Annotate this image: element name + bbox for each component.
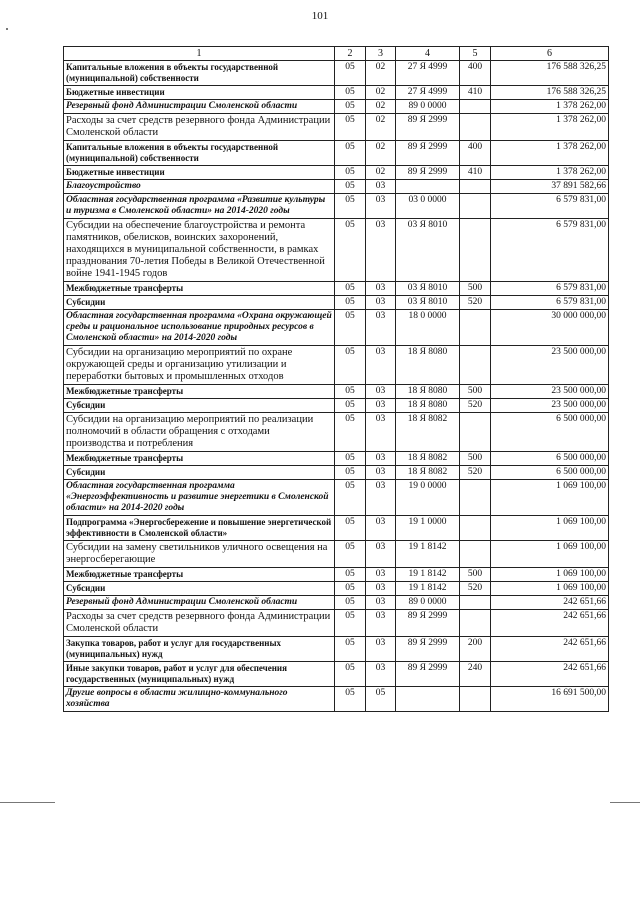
expense-type-code: 500 [460, 385, 491, 399]
budget-item-name: Резервный фонд Администрации Смоленской области [64, 100, 335, 114]
table-row [64, 282, 609, 296]
header-col-5: 5 [460, 47, 491, 61]
target-article-code: 18 Я 8082 [396, 452, 460, 466]
budget-item-name: Межбюджетные трансферты [64, 385, 335, 399]
expense-type-code: 400 [460, 141, 491, 166]
table-row [64, 86, 609, 100]
section-code: 05 [335, 61, 366, 86]
section-code: 05 [335, 596, 366, 610]
amount: 16 691 500,00 [491, 687, 609, 712]
expense-type-code [460, 194, 491, 219]
header-col-6: 6 [491, 47, 609, 61]
table-row [64, 114, 609, 141]
subsection-code: 03 [366, 662, 396, 687]
expense-type-code: 410 [460, 86, 491, 100]
amount: 30 000 000,00 [491, 310, 609, 346]
budget-item-name: Субсидии [64, 582, 335, 596]
section-code: 05 [335, 180, 366, 194]
amount: 1 069 100,00 [491, 568, 609, 582]
target-article-code: 18 Я 8082 [396, 413, 460, 452]
amount: 23 500 000,00 [491, 385, 609, 399]
scan-dot [6, 28, 8, 30]
amount: 6 579 831,00 [491, 296, 609, 310]
section-code: 05 [335, 480, 366, 516]
table-row [64, 166, 609, 180]
section-code: 05 [335, 219, 366, 282]
header-col-1: 1 [64, 47, 335, 61]
subsection-code: 05 [366, 687, 396, 712]
expense-type-code: 520 [460, 399, 491, 413]
subsection-code: 03 [366, 296, 396, 310]
budget-item-name: Резервный фонд Администрации Смоленской области [64, 596, 335, 610]
target-article-code: 19 0 0000 [396, 480, 460, 516]
budget-item-name: Областная государственная программа «Энергоэффективность и развитие энергетики в Смоленской области» на 2014-2020 годы [64, 480, 335, 516]
budget-item-name: Субсидии [64, 296, 335, 310]
target-article-code: 89 Я 2999 [396, 141, 460, 166]
header-col-2: 2 [335, 47, 366, 61]
amount: 242 651,66 [491, 637, 609, 662]
subsection-code: 02 [366, 100, 396, 114]
table-row [64, 637, 609, 662]
table-row [64, 141, 609, 166]
table-row [64, 413, 609, 452]
table-row [64, 480, 609, 516]
budget-item-name: Областная государственная программа «Развитие культуры и туризма в Смоленской области» на 2014-2020 годы [64, 194, 335, 219]
expense-type-code: 500 [460, 452, 491, 466]
subsection-code: 03 [366, 413, 396, 452]
section-code: 05 [335, 541, 366, 568]
expense-type-code: 200 [460, 637, 491, 662]
target-article-code: 89 Я 2999 [396, 662, 460, 687]
budget-item-name: Областная государственная программа «Охрана окружающей среды и рациональное использование природных ресурсов в Смоленской области» на 2014-2020 годы [64, 310, 335, 346]
table-row [64, 100, 609, 114]
table-row [64, 610, 609, 637]
table-row [64, 385, 609, 399]
section-code: 05 [335, 637, 366, 662]
amount: 1 378 262,00 [491, 141, 609, 166]
budget-item-name: Субсидии на обеспечение благоустройства и ремонта памятников, обелисков, воинских захоронений, находящихся в муниципальной собственности, в рамках празднования 70-летия Победы в Великой Отечественной войне 1941-1945 годов [64, 219, 335, 282]
amount: 23 500 000,00 [491, 346, 609, 385]
scan-dash-left [0, 802, 55, 803]
amount: 6 500 000,00 [491, 452, 609, 466]
target-article-code: 89 Я 2999 [396, 610, 460, 637]
subsection-code: 02 [366, 114, 396, 141]
amount: 1 378 262,00 [491, 100, 609, 114]
table-row [64, 662, 609, 687]
amount: 6 500 000,00 [491, 413, 609, 452]
budget-table [63, 46, 609, 712]
section-code: 05 [335, 310, 366, 346]
target-article-code: 18 Я 8082 [396, 466, 460, 480]
section-code: 05 [335, 466, 366, 480]
subsection-code: 03 [366, 346, 396, 385]
amount: 23 500 000,00 [491, 399, 609, 413]
section-code: 05 [335, 346, 366, 385]
expense-type-code: 240 [460, 662, 491, 687]
table-header-row [64, 47, 609, 61]
section-code: 05 [335, 687, 366, 712]
section-code: 05 [335, 282, 366, 296]
section-code: 05 [335, 452, 366, 466]
table-row [64, 452, 609, 466]
budget-item-name: Другие вопросы в области жилищно-коммунального хозяйства [64, 687, 335, 712]
amount: 242 651,66 [491, 662, 609, 687]
budget-item-name: Межбюджетные трансферты [64, 568, 335, 582]
budget-item-name: Межбюджетные трансферты [64, 452, 335, 466]
expense-type-code: 400 [460, 61, 491, 86]
expense-type-code [460, 180, 491, 194]
section-code: 05 [335, 399, 366, 413]
subsection-code: 02 [366, 141, 396, 166]
amount: 1 069 100,00 [491, 516, 609, 541]
subsection-code: 03 [366, 466, 396, 480]
expense-type-code [460, 480, 491, 516]
subsection-code: 03 [366, 452, 396, 466]
section-code: 05 [335, 610, 366, 637]
table-row [64, 687, 609, 712]
target-article-code: 19 1 8142 [396, 568, 460, 582]
budget-item-name: Подпрограмма «Энергосбережение и повышение энергетической эффективности в Смоленской области» [64, 516, 335, 541]
amount: 242 651,66 [491, 610, 609, 637]
table-row [64, 516, 609, 541]
section-code: 05 [335, 662, 366, 687]
section-code: 05 [335, 114, 366, 141]
section-code: 05 [335, 568, 366, 582]
table-row [64, 568, 609, 582]
table-row [64, 399, 609, 413]
budget-item-name: Субсидии на организацию мероприятий по реализации полномочий в области обращения с отходами производства и потребления [64, 413, 335, 452]
budget-item-name: Субсидии на замену светильников уличного освещения на энергосберегающие [64, 541, 335, 568]
subsection-code: 03 [366, 516, 396, 541]
subsection-code: 03 [366, 310, 396, 346]
expense-type-code [460, 219, 491, 282]
target-article-code: 89 Я 2999 [396, 114, 460, 141]
subsection-code: 03 [366, 541, 396, 568]
budget-item-name: Благоустройство [64, 180, 335, 194]
section-code: 05 [335, 194, 366, 219]
subsection-code: 02 [366, 166, 396, 180]
header-col-4: 4 [396, 47, 460, 61]
amount: 1 069 100,00 [491, 541, 609, 568]
table-row [64, 194, 609, 219]
target-article-code: 27 Я 4999 [396, 61, 460, 86]
amount: 176 588 326,25 [491, 61, 609, 86]
subsection-code: 03 [366, 194, 396, 219]
amount: 1 069 100,00 [491, 582, 609, 596]
target-article-code: 89 Я 2999 [396, 637, 460, 662]
subsection-code: 03 [366, 568, 396, 582]
subsection-code: 03 [366, 180, 396, 194]
target-article-code: 18 0 0000 [396, 310, 460, 346]
budget-item-name: Субсидии на организацию мероприятий по охране окружающей среды и организацию утилизации и переработки бытовых и промышленных отходов [64, 346, 335, 385]
table-row [64, 180, 609, 194]
section-code: 05 [335, 141, 366, 166]
subsection-code: 03 [366, 399, 396, 413]
expense-type-code [460, 596, 491, 610]
expense-type-code: 520 [460, 582, 491, 596]
target-article-code: 18 Я 8080 [396, 346, 460, 385]
budget-item-name: Капитальные вложения в объекты государственной (муниципальной) собственности [64, 141, 335, 166]
expense-type-code [460, 516, 491, 541]
subsection-code: 03 [366, 582, 396, 596]
amount: 242 651,66 [491, 596, 609, 610]
subsection-code: 03 [366, 219, 396, 282]
target-article-code: 19 1 0000 [396, 516, 460, 541]
table-row [64, 61, 609, 86]
target-article-code: 89 0 0000 [396, 596, 460, 610]
expense-type-code [460, 100, 491, 114]
subsection-code: 02 [366, 86, 396, 100]
budget-item-name: Субсидии [64, 399, 335, 413]
table-row [64, 219, 609, 282]
amount: 1 378 262,00 [491, 166, 609, 180]
subsection-code: 03 [366, 637, 396, 662]
table-row [64, 346, 609, 385]
target-article-code: 19 1 8142 [396, 582, 460, 596]
expense-type-code [460, 114, 491, 141]
expense-type-code: 520 [460, 296, 491, 310]
expense-type-code [460, 687, 491, 712]
subsection-code: 03 [366, 282, 396, 296]
budget-item-name: Закупка товаров, работ и услуг для государственных (муниципальных) нужд [64, 637, 335, 662]
expense-type-code [460, 610, 491, 637]
table-row [64, 296, 609, 310]
section-code: 05 [335, 296, 366, 310]
target-article-code [396, 687, 460, 712]
target-article-code: 89 Я 2999 [396, 166, 460, 180]
expense-type-code [460, 541, 491, 568]
budget-item-name: Бюджетные инвестиции [64, 166, 335, 180]
expense-type-code: 520 [460, 466, 491, 480]
target-article-code: 89 0 0000 [396, 100, 460, 114]
section-code: 05 [335, 385, 366, 399]
target-article-code: 27 Я 4999 [396, 86, 460, 100]
section-code: 05 [335, 413, 366, 452]
subsection-code: 02 [366, 61, 396, 86]
expense-type-code: 410 [460, 166, 491, 180]
section-code: 05 [335, 100, 366, 114]
amount: 176 588 326,25 [491, 86, 609, 100]
table-row [64, 466, 609, 480]
table-row [64, 541, 609, 568]
target-article-code: 03 Я 8010 [396, 219, 460, 282]
budget-item-name: Бюджетные инвестиции [64, 86, 335, 100]
target-article-code: 18 Я 8080 [396, 399, 460, 413]
amount: 1 069 100,00 [491, 480, 609, 516]
subsection-code: 03 [366, 385, 396, 399]
amount: 6 579 831,00 [491, 219, 609, 282]
target-article-code: 03 Я 8010 [396, 296, 460, 310]
amount: 6 500 000,00 [491, 466, 609, 480]
amount: 6 579 831,00 [491, 194, 609, 219]
budget-item-name: Расходы за счет средств резервного фонда Администрации Смоленской области [64, 114, 335, 141]
target-article-code: 03 0 0000 [396, 194, 460, 219]
budget-item-name: Межбюджетные трансферты [64, 282, 335, 296]
expense-type-code [460, 310, 491, 346]
amount: 6 579 831,00 [491, 282, 609, 296]
expense-type-code: 500 [460, 568, 491, 582]
section-code: 05 [335, 86, 366, 100]
subsection-code: 03 [366, 610, 396, 637]
amount: 37 891 582,66 [491, 180, 609, 194]
page-number: 101 [311, 10, 329, 22]
budget-item-name: Расходы за счет средств резервного фонда Администрации Смоленской области [64, 610, 335, 637]
table-row [64, 596, 609, 610]
target-article-code: 03 Я 8010 [396, 282, 460, 296]
scan-dash-right [610, 802, 640, 803]
target-article-code: 19 1 8142 [396, 541, 460, 568]
table-row [64, 582, 609, 596]
section-code: 05 [335, 166, 366, 180]
budget-item-name: Капитальные вложения в объекты государственной (муниципальной) собственности [64, 61, 335, 86]
expense-type-code [460, 413, 491, 452]
subsection-code: 03 [366, 596, 396, 610]
subsection-code: 03 [366, 480, 396, 516]
amount: 1 378 262,00 [491, 114, 609, 141]
table-row [64, 310, 609, 346]
target-article-code: 18 Я 8080 [396, 385, 460, 399]
header-col-3: 3 [366, 47, 396, 61]
section-code: 05 [335, 582, 366, 596]
target-article-code [396, 180, 460, 194]
expense-type-code [460, 346, 491, 385]
table-body [64, 61, 609, 712]
budget-item-name: Субсидии [64, 466, 335, 480]
budget-item-name: Иные закупки товаров, работ и услуг для обеспечения государственных (муниципальных) нужд [64, 662, 335, 687]
section-code: 05 [335, 516, 366, 541]
expense-type-code: 500 [460, 282, 491, 296]
